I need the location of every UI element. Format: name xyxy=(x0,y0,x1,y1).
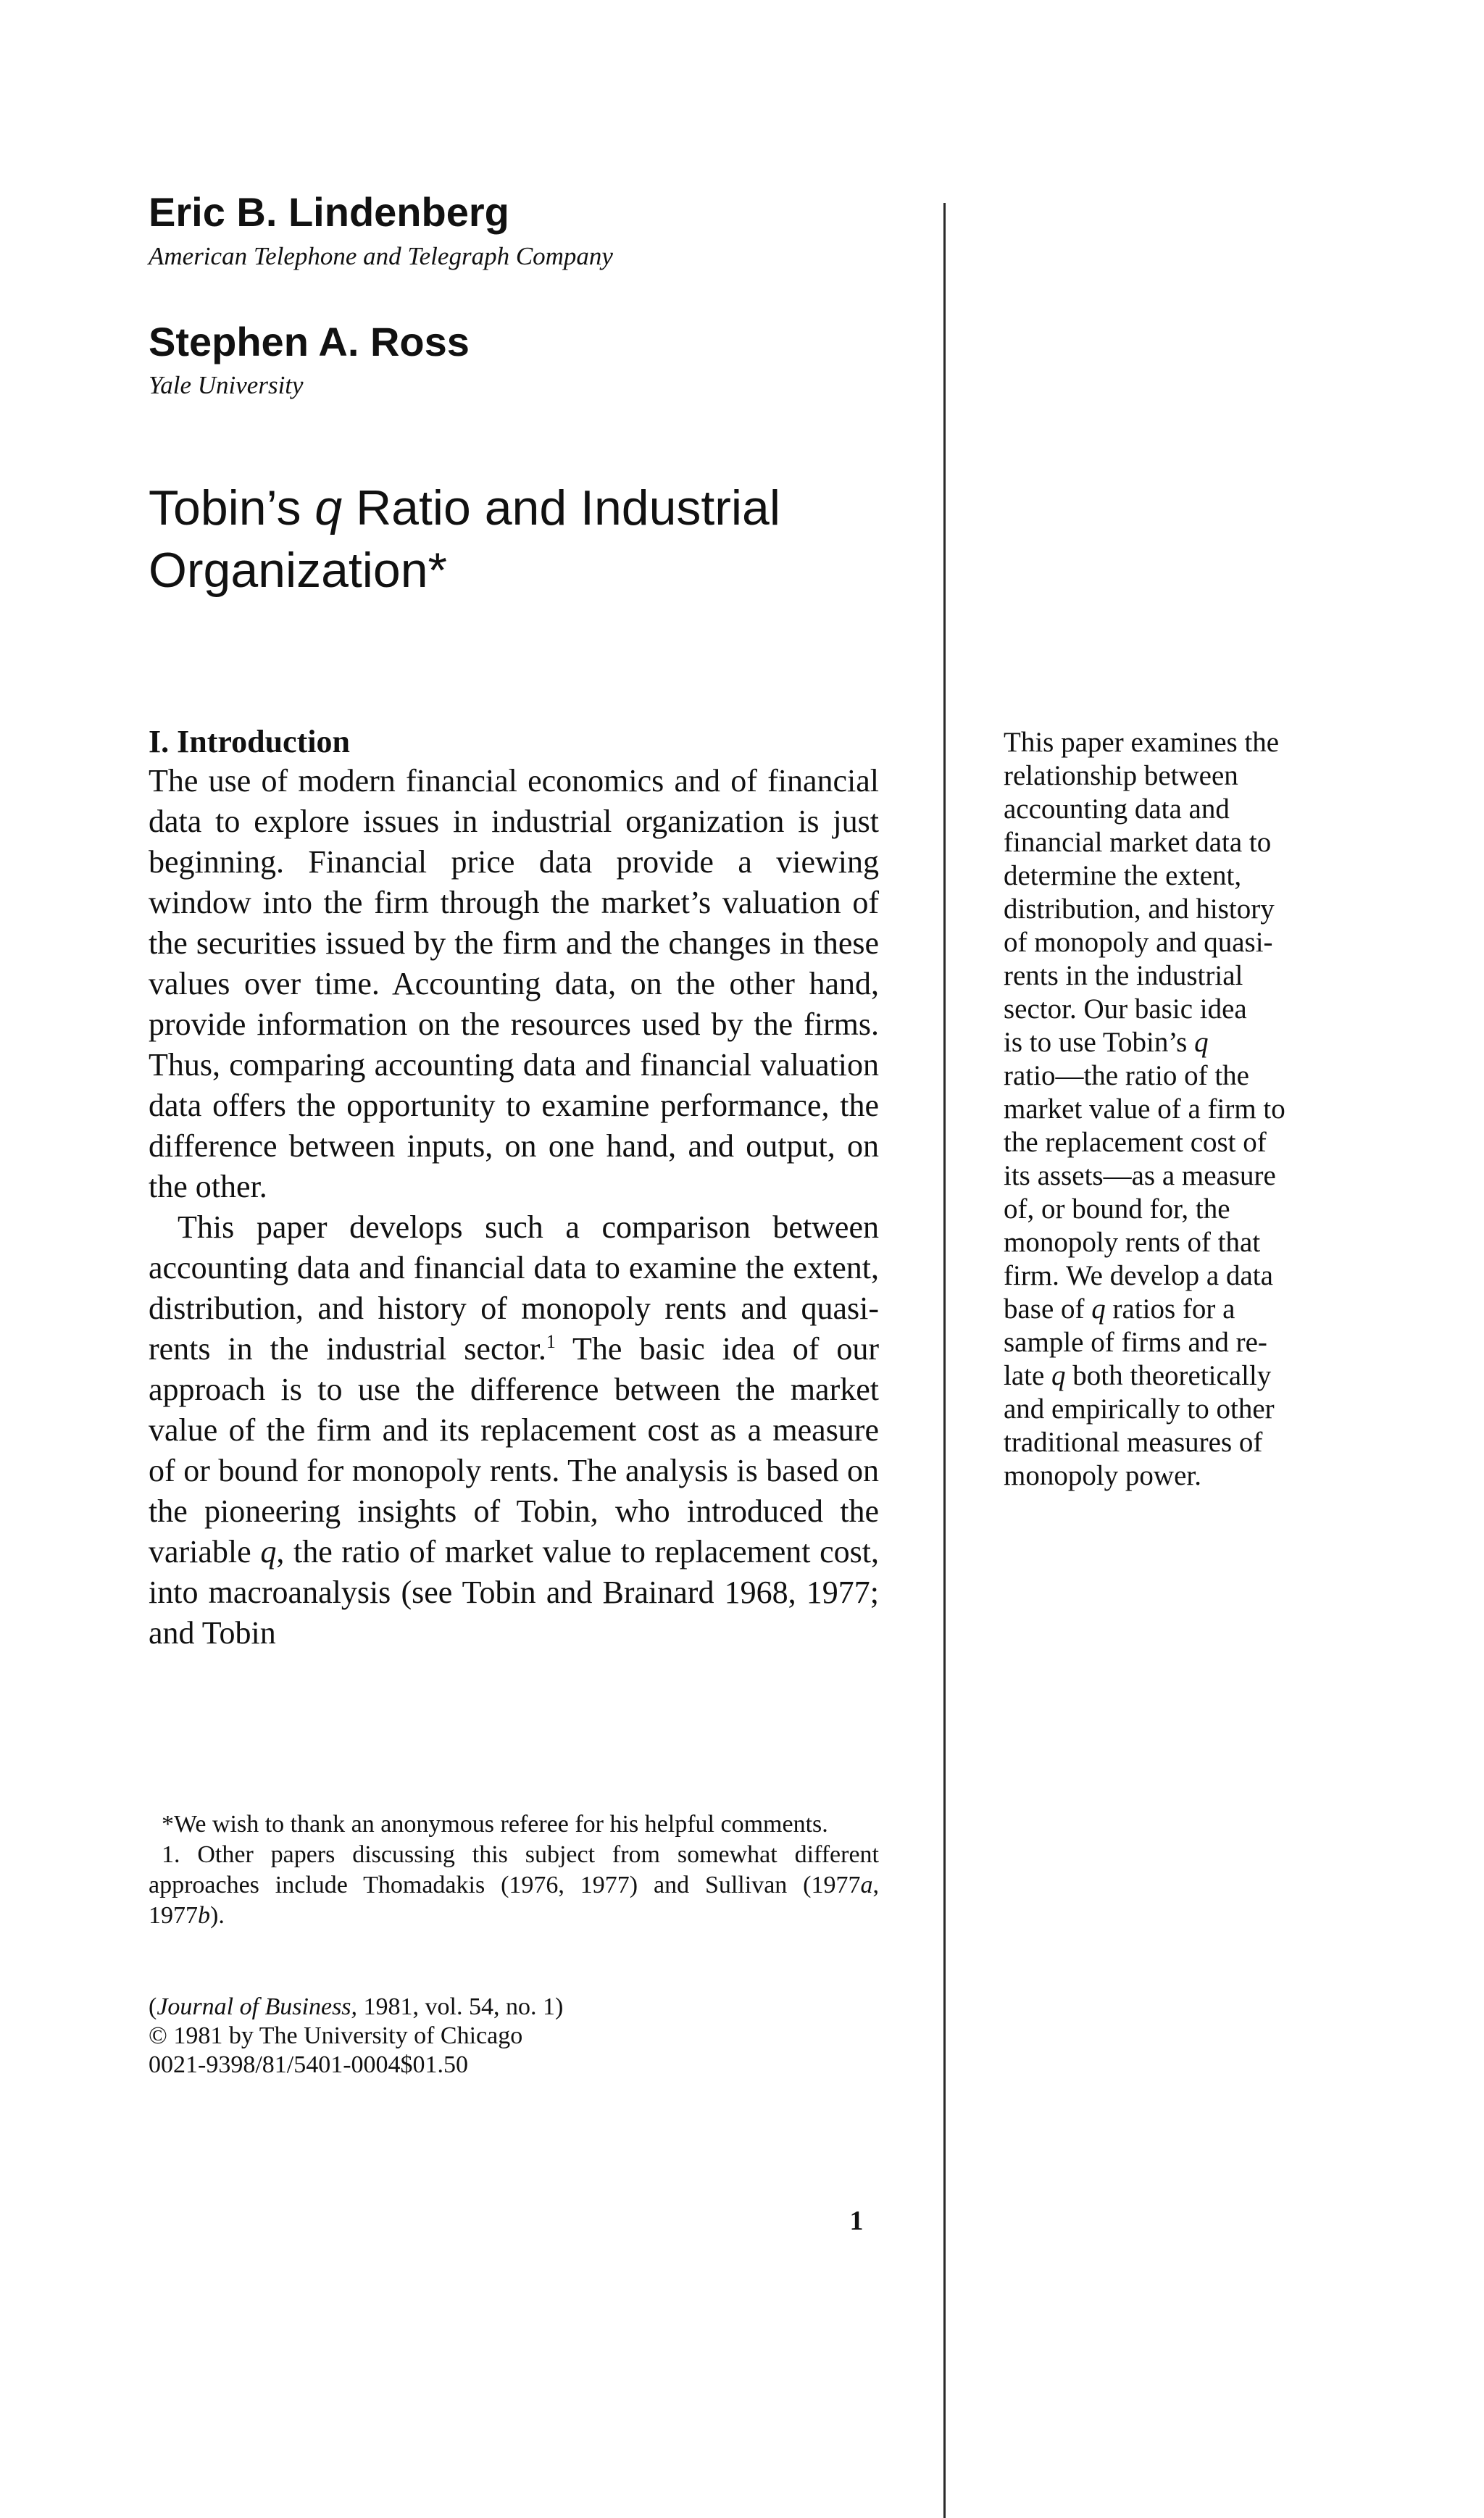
copyright-line: © 1981 by The University of Chicago xyxy=(149,2022,523,2049)
paper-title xyxy=(149,477,909,601)
journal-citation xyxy=(149,1993,879,2080)
section-heading: I. Introduction xyxy=(149,724,350,759)
author-name-2: Stephen A. Ross xyxy=(149,319,470,364)
footnote-acknowledgment: *We wish to thank an anonymous referee for his helpful comments. xyxy=(162,1811,828,1838)
author-name-1: Eric B. Lindenberg xyxy=(149,189,509,235)
page-number: 1 xyxy=(849,2206,864,2236)
main-body-text xyxy=(149,761,879,1654)
body-paragraph-2: This paper develops such a comparison between accounting data and financial data to examine the extent, distribution, and history of monopoly rents and quasi-rents in the industrial sector.$^1$ The basic idea of our approach is to use the difference between the market value of the firm and its replacement cost as a measure of or bound for monopoly rents. The analysis is based on the pioneering insights of Tobin, who introduced the variable q, the ratio of market value to replacement cost, into macroanalysis (see Tobin and Brainard 1968, 1977; and Tobin xyxy=(149,1209,879,1651)
issn-code-line: 0021-9398/81/5401-0004$01.50 xyxy=(149,2051,469,2078)
footnote-1: 1. Other papers discussing this subject from somewhat different approaches include Thomadakis (1976, 1977) and Sullivan (1977a, 1977b). xyxy=(149,1841,879,1929)
footnote-reference-1: 1 xyxy=(546,1331,556,1352)
paper-title-line-1: Tobin’s q Ratio and Industrial xyxy=(149,480,780,535)
column-divider-rule xyxy=(943,203,946,2518)
footnotes xyxy=(149,1809,879,1931)
body-paragraph-1: The use of modern financial economics and of financial data to explore issues in industrial organization is just beginning. Financial price data provide a viewing window into the firm through the market’s valuation of the securities issued by the firm and the changes in these values over time. Accounting data, on the other hand, provide information on the resources used by the firms. Thus, comparing accounting data and financial valuation data offers the opportunity to examine performance, the difference between inputs, on one hand, and output, on the other. xyxy=(149,763,879,1204)
author-affiliation-1: American Telephone and Telegraph Company xyxy=(149,242,613,270)
author-affiliation-2: Yale University xyxy=(149,371,304,399)
journal-name-line: (Journal of Business, 1981, vol. 54, no. 1) xyxy=(149,1993,564,2020)
paper-title-line-2: Organization* xyxy=(149,543,448,598)
abstract-sidebar: This paper examines the relationship between accounting data and financial market data to determine the extent, distribution, and history of monopoly and quasi- rents in the industrial sector. Our basic idea is to use Tobin’s q ratio—the ratio of the market value of a firm to the replacement cost of its assets—as a measure of, or bound for, the monopoly rents of that firm. We develop a data base of q ratios for a sample of firms and re- late q both theoretically and empirically to other traditional measures of monopoly power. xyxy=(1004,727,1285,1491)
